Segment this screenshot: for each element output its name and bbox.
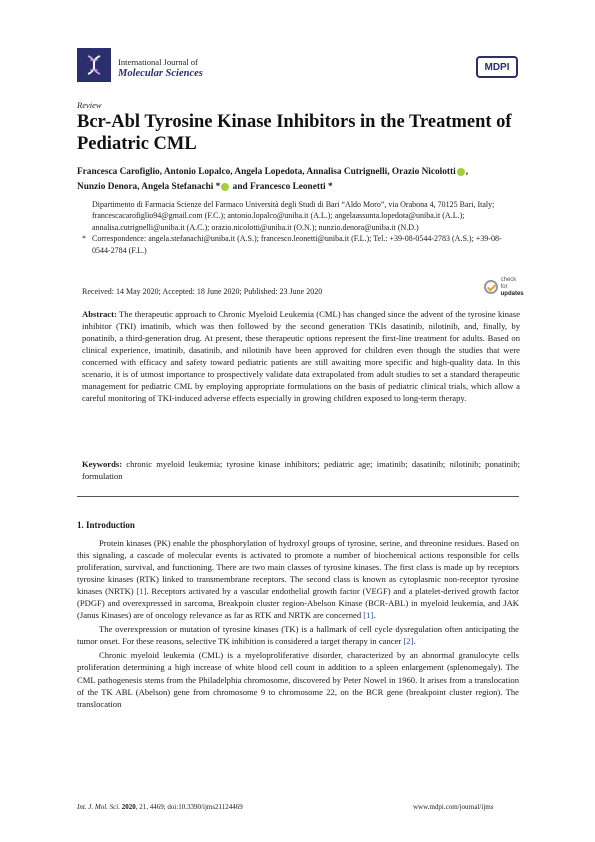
correspondence-text: Correspondence: angela.stefanachi@uniba.it (A.S.); francesco.leonetti@uniba.it (F.L.); Tel.: +39-08-0544-2783 (A.S.); +39-08-0544-2784 (F.L.) — [92, 234, 502, 255]
paragraph — [77, 537, 519, 621]
section-body — [77, 537, 519, 712]
journal-logo — [77, 48, 111, 82]
citation-link[interactable]: [1] — [363, 610, 374, 621]
keywords-text: chronic myeloid leukemia; tyrosine kinase inhibitors; pediatric age; imatinib; dasatinib; nilotinib; ponatinib; formulation — [82, 459, 520, 482]
paragraph-text: Protein kinases (PK) enable the phosphorylation of hydroxyl groups of tyrosine, serine, and threonine residues. Based on this signaling, a cascade of molecular events is activated to promote a number of biochemical actions responsible for cells proliferation, survival, and functioning. There are two main classes of tyrosine kinases. The first class is made up by receptors tyrosine kinases (RTK) linked to transmembrane receptors. The second class is known as cytoplasmic non-receptor tyrosine kinases (NRTK) — [77, 538, 519, 597]
correspondence-mark: * — [82, 234, 86, 244]
paragraph-text: The overexpression or mutation of tyrosine kinases (TK) is a hallmark of cell cycle dysregulation often anticipating the tumor onset. For these reasons, selective TK inhibition is considered a target therapy in cancer — [77, 624, 519, 647]
authors-line2a: Nunzio Denora, Angela Stefanachi * — [77, 182, 221, 192]
abstract-label: Abstract: — [82, 309, 117, 319]
check-for-updates-badge[interactable] — [484, 276, 524, 298]
publication-dates: Received: 14 May 2020; Accepted: 18 June 2020; Published: 23 June 2020 — [82, 287, 323, 296]
paragraph-text: . — [373, 610, 376, 621]
paragraph-text: . — [413, 636, 416, 647]
authors-line1: Francesca Carofiglio, Antonio Lopalco, Angela Lopedota, Annalisa Cutrignelli, Orazio Nicolotti — [77, 167, 456, 177]
paragraph: Chronic myeloid leukemia (CML) is a myeloproliferative disorder, characterized by an abnormal granulocyte cells proliferation determining a high increase of white blood cell count in addition to a spleen enlargement (splenomegaly). The CML pathogenesis stems from the Philadelphia chromosome, discovered by Peter Nowel in 1960. It arises from a translocation of the TK ABL (Abelson) gene from chromosome 9 to chromosome 22, on the BCR gene (breakpoint cluster region). The translocation — [77, 650, 519, 709]
abstract — [82, 308, 520, 404]
citation-link[interactable]: [1] — [136, 586, 147, 597]
footer-citation — [77, 803, 243, 811]
footer-doi: , 21, 4469; doi:10.3390/ijms21124469 — [135, 803, 243, 811]
check-updates-line2: updates — [500, 290, 524, 297]
mdpi-logo[interactable]: MDPI — [476, 56, 518, 78]
footer-journal: Int. J. Mol. Sci. — [77, 803, 120, 811]
footer-url[interactable]: www.mdpi.com/journal/ijms — [413, 803, 494, 811]
authors-line1-end: , — [465, 167, 469, 177]
article-type: Review — [77, 100, 102, 110]
keywords — [82, 458, 520, 482]
author-list — [77, 165, 522, 195]
orcid-icon[interactable] — [221, 183, 229, 191]
section-heading: 1. Introduction — [77, 520, 135, 530]
keywords-label: Keywords: — [82, 459, 123, 469]
paragraph-text: . Receptors activated by a vascular endothelial growth factor (VEGF) and a platelet-derived growth factor (PDGF) and overexpressed in sarcoma, Breakpoin cluster region-Abelson Kinase (BCR-ABL) in myeloid leukemia, and JAK (Janus Kinases) are of oncology relevance as far as RTK and NRTK are concerned — [77, 586, 519, 621]
affiliation-text: Dipartimento di Farmacia Scienze del Farmaco Università degli Studi di Bari “Aldo Moro”, via Orabona 4, 70125 Bari, Italy; francescacarofiglio94@gmail.com (F.C.); antonio.lopalco@uniba.it (A.L.); angelaassunta.lopedota@uniba.it (A.L.); annalisa.cutrignelli@uniba.it (A.C.); orazio.nicolotti@uniba.it (O.N.); nunzio.denora@uniba.it (N.D.) — [92, 200, 495, 232]
check-updates-icon — [484, 280, 498, 294]
dna-helix-icon — [82, 53, 106, 77]
check-updates-line1: check for — [500, 276, 517, 290]
paragraph — [77, 623, 519, 647]
orcid-icon[interactable] — [457, 168, 465, 176]
journal-name-line1: International Journal of — [118, 57, 198, 67]
authors-line2b: and Francesco Leonetti * — [230, 182, 333, 192]
affiliations — [82, 199, 520, 256]
abstract-text: The therapeutic approach to Chronic Myeloid Leukemia (CML) has changed since the advent of the tyrosine kinase inhibitor (TKI) imatinib, which was then followed by the second generation TKIs dasatinib, nilotinib, and, finally, by ponatinib, a third-generation drug. At present, these therapeutic options represent the first-line treatment for adults. Based on clinical experience, imatinib, dasatinib, and nilotinib have been approved for children even though the studies that were concerned with efficacy and safety toward pediatric patients are still awaiting more specific and high-quality data. In this scenario, it is of utmost importance to prospectively validate data extrapolated from adult studies to set a standard therapeutic management for pediatric CML by employing appropriate formulations on the basis of pediatric clinical trials, which allow a careful monitoring of TKI-induced adverse effects especially in growing children exposed to long-term therapy. — [82, 309, 521, 404]
article-title: Bcr-Abl Tyrosine Kinase Inhibitors in the Treatment of Pediatric CML — [77, 112, 512, 154]
journal-name-line2: Molecular Sciences — [118, 68, 203, 79]
footer-year: 2020 — [121, 803, 136, 811]
divider — [77, 496, 519, 497]
citation-link[interactable]: [2] — [403, 636, 414, 647]
